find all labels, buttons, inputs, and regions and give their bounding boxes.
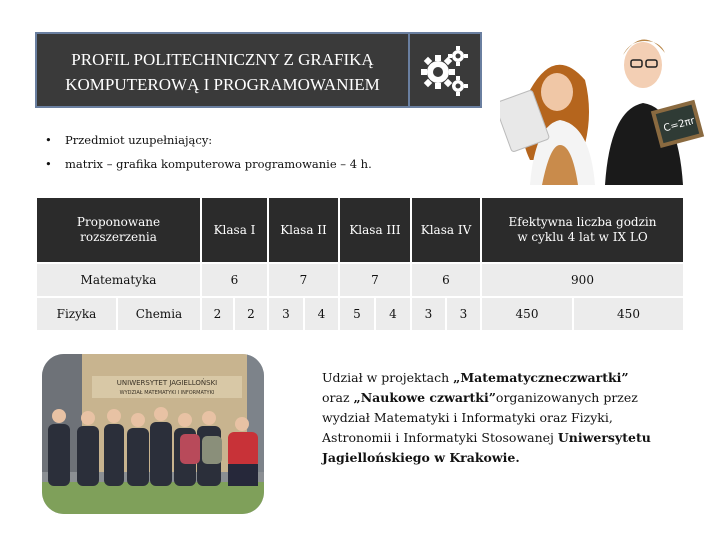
header-klasa-2: Klasa II [269, 198, 338, 262]
row1-klasa-1: 6 [202, 264, 267, 296]
projects-info [322, 368, 702, 468]
row2-klasa-1-fizyka: 2 [202, 298, 233, 330]
title-line-1: PROFIL POLITECHNICZNY Z GRAFIKĄ [71, 50, 374, 69]
group-photo-scene [42, 354, 264, 514]
row1-subject: Matematyka [37, 264, 200, 296]
info-line-1-text: Udział w projektach [322, 370, 454, 385]
bullet-text-2: matrix – grafika komputerowa programowanie – 4 h. [65, 157, 372, 171]
header-extensions: Proponowane rozszerzenia [37, 198, 200, 262]
info-line-5 [322, 448, 702, 468]
gears-icon-box [410, 32, 482, 108]
project-name-naukowe: „Naukowe czwartki” [353, 390, 496, 405]
row1-klasa-2: 7 [269, 264, 338, 296]
students-photo [500, 30, 715, 185]
info-line-3: wydział Matematyki i Informatyki oraz Fizyki, [322, 410, 613, 425]
row2-klasa-4-chemia: 3 [447, 298, 480, 330]
university-name-part: Uniwersytetu [557, 430, 651, 445]
building-sign-line-2: WYDZIAŁ MATEMATYKI I INFORMATYKI [119, 390, 215, 396]
row2-total-fizyka: 450 [482, 298, 572, 330]
row1-klasa-3: 7 [340, 264, 410, 296]
row2-klasa-1-chemia: 2 [235, 298, 267, 330]
header-klasa-1: Klasa I [202, 198, 267, 262]
row1-klasa-4: 6 [412, 264, 480, 296]
info-line-1 [322, 368, 702, 388]
group-photo [42, 354, 264, 514]
title-line-2: KOMPUTEROWĄ I PROGRAMOWANIEM [65, 75, 380, 94]
blackboard-formula: C=2πr [662, 115, 697, 135]
project-name-matematyczne: „Matematyczneczwartki” [453, 370, 629, 385]
row2-klasa-2-chemia: 4 [305, 298, 338, 330]
row2-klasa-2-fizyka: 3 [269, 298, 303, 330]
bullet-list [45, 128, 372, 176]
building-sign-line-1: UNIWERSYTET JAGIELLOŃSKI [116, 379, 218, 387]
row2-subject-chemia: Chemia [118, 298, 200, 330]
bullet-text-1: Przedmiot uzupełniający: [65, 133, 213, 147]
info-line-2-post: organizowanych przez [495, 390, 638, 405]
header-klasa-4: Klasa IV [412, 198, 480, 262]
row2-klasa-4-fizyka: 3 [412, 298, 445, 330]
info-line-4 [322, 428, 702, 448]
header-klasa-3: Klasa III [340, 198, 410, 262]
bullet-dot: • [45, 133, 52, 147]
info-line-2 [322, 388, 702, 408]
row2-klasa-3-fizyka: 5 [340, 298, 374, 330]
university-name-end: Jagiellońskiego w Krakowie. [322, 450, 520, 465]
info-line-4-text: Astronomii i Informatyki Stosowanej [322, 430, 558, 445]
info-line-2-text: oraz [322, 390, 354, 405]
row2-subject-fizyka: Fizyka [37, 298, 116, 330]
row1-total: 900 [482, 264, 683, 296]
header-total-hours: Efektywna liczba godzin w cyklu 4 lat w IX LO [482, 198, 683, 262]
gears-icon [420, 46, 470, 96]
bullet-dot: • [45, 157, 52, 171]
bullet-item [45, 128, 372, 152]
bullet-item [45, 152, 372, 176]
row2-klasa-3-chemia: 4 [376, 298, 410, 330]
row2-total-chemia: 450 [574, 298, 683, 330]
profile-title-banner [35, 32, 410, 108]
